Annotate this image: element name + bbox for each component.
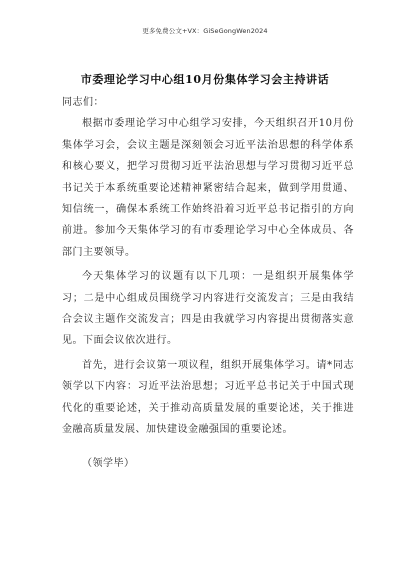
salutation: 同志们：: [62, 97, 104, 108]
document-title: 市委理论学习中心组10月份集体学习会主持讲话: [80, 73, 330, 86]
document-body: [62, 92, 354, 474]
closing-note: （领学毕）: [82, 457, 135, 469]
header-note: 更多免费公文+VX：GiSeGongWen2024: [142, 27, 268, 35]
paragraph-first-item: 首先，进行会议第一项议程，组织开展集体学习。请*同志领学以下内容：习近平法治思想；习近平总书记关于中国式现代化的重要论述，关于推动高质量发展的重要论述，关于推进金融高质量发展、加快建设金融强国的重要论述。: [62, 359, 354, 436]
paragraph-intro: 根据市委理论学习中心组学习安排，今天组织召开10月份集体学习会，会议主题是深刻领会习近平法治思想的科学体系和核心要义，把学习贯彻习近平法治思想与学习贯彻习近平总书记关于本系统重要论述精神紧密结合起来，做到学用贯通、知信统一，确保本系统工作始终沿着习近平总书记指引的方向前进。参加今天集体学习的有市委理论学习中心全体成员、各部门主要领导。: [62, 118, 354, 258]
paragraph-agenda: 今天集体学习的议题有以下几项：一是组织开展集体学习；二是中心组成员围绕学习内容进行交流发言；三是由我结合会议主题作交流发言；四是由我就学习内容提出贯彻落实意见。下面会议依次进行。: [62, 271, 354, 347]
